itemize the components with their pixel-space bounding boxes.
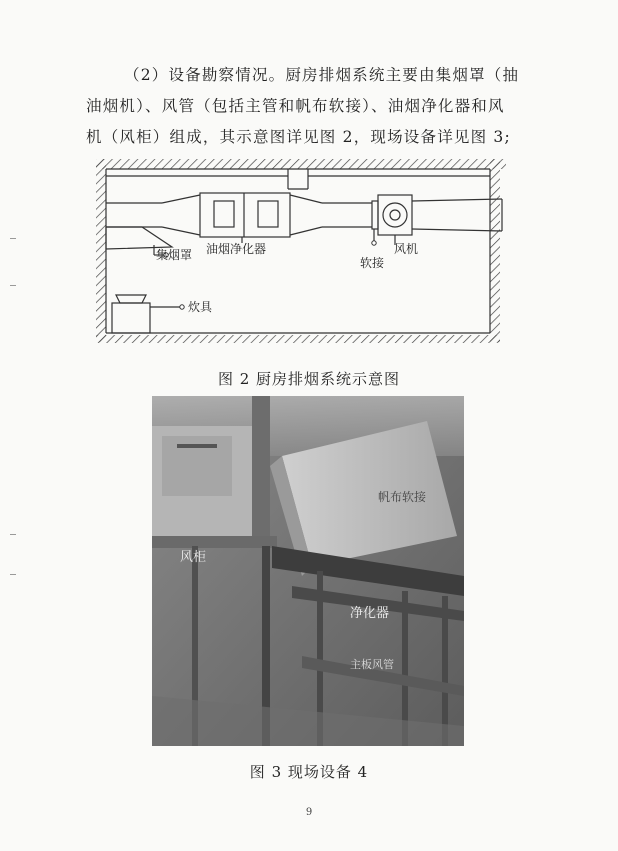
label-stove: 炊具 [188, 300, 213, 314]
label-hood: 集烟罩 [156, 248, 193, 262]
scan-mark [10, 285, 16, 286]
label-canvas-joint: 帆布软接 [378, 490, 427, 504]
exhaust-system-diagram [82, 155, 522, 360]
stove-body [112, 303, 150, 333]
figure2-caption: 图 2 厨房排烟系统示意图 [217, 370, 401, 388]
right-wall [490, 159, 500, 342]
site-photo [152, 396, 464, 746]
paragraph-line: 机（风柜）组成，其示意图详见图 2，现场设备详见图 3; [86, 128, 511, 146]
page-number: 9 [305, 807, 313, 818]
hood-shape [106, 227, 172, 249]
scan-mark [10, 574, 16, 575]
label-fan: 风机 [394, 242, 419, 256]
left-wall [96, 159, 106, 342]
label-flex: 软接 [360, 256, 385, 270]
body-paragraph [86, 60, 536, 153]
label-fan-cabinet: 风柜 [180, 550, 207, 565]
scan-mark [10, 534, 16, 535]
scan-mark [10, 238, 16, 239]
paragraph-line: 油烟机）、风管（包括主管和帆布软接）、油烟净化器和风 [86, 97, 505, 115]
ceiling-hatch [96, 159, 506, 169]
label-main-duct: 主板风管 [350, 658, 394, 671]
paragraph-line: （2）设备勘察情况。厨房排烟系统主要由集烟罩（抽 [124, 66, 520, 84]
label-purifier-photo: 净化器 [350, 606, 390, 621]
label-purifier: 油烟净化器 [206, 242, 267, 256]
floor-hatch [96, 335, 500, 343]
fan-icon [383, 203, 407, 227]
figure3-caption: 图 3 现场设备 4 [249, 763, 369, 781]
